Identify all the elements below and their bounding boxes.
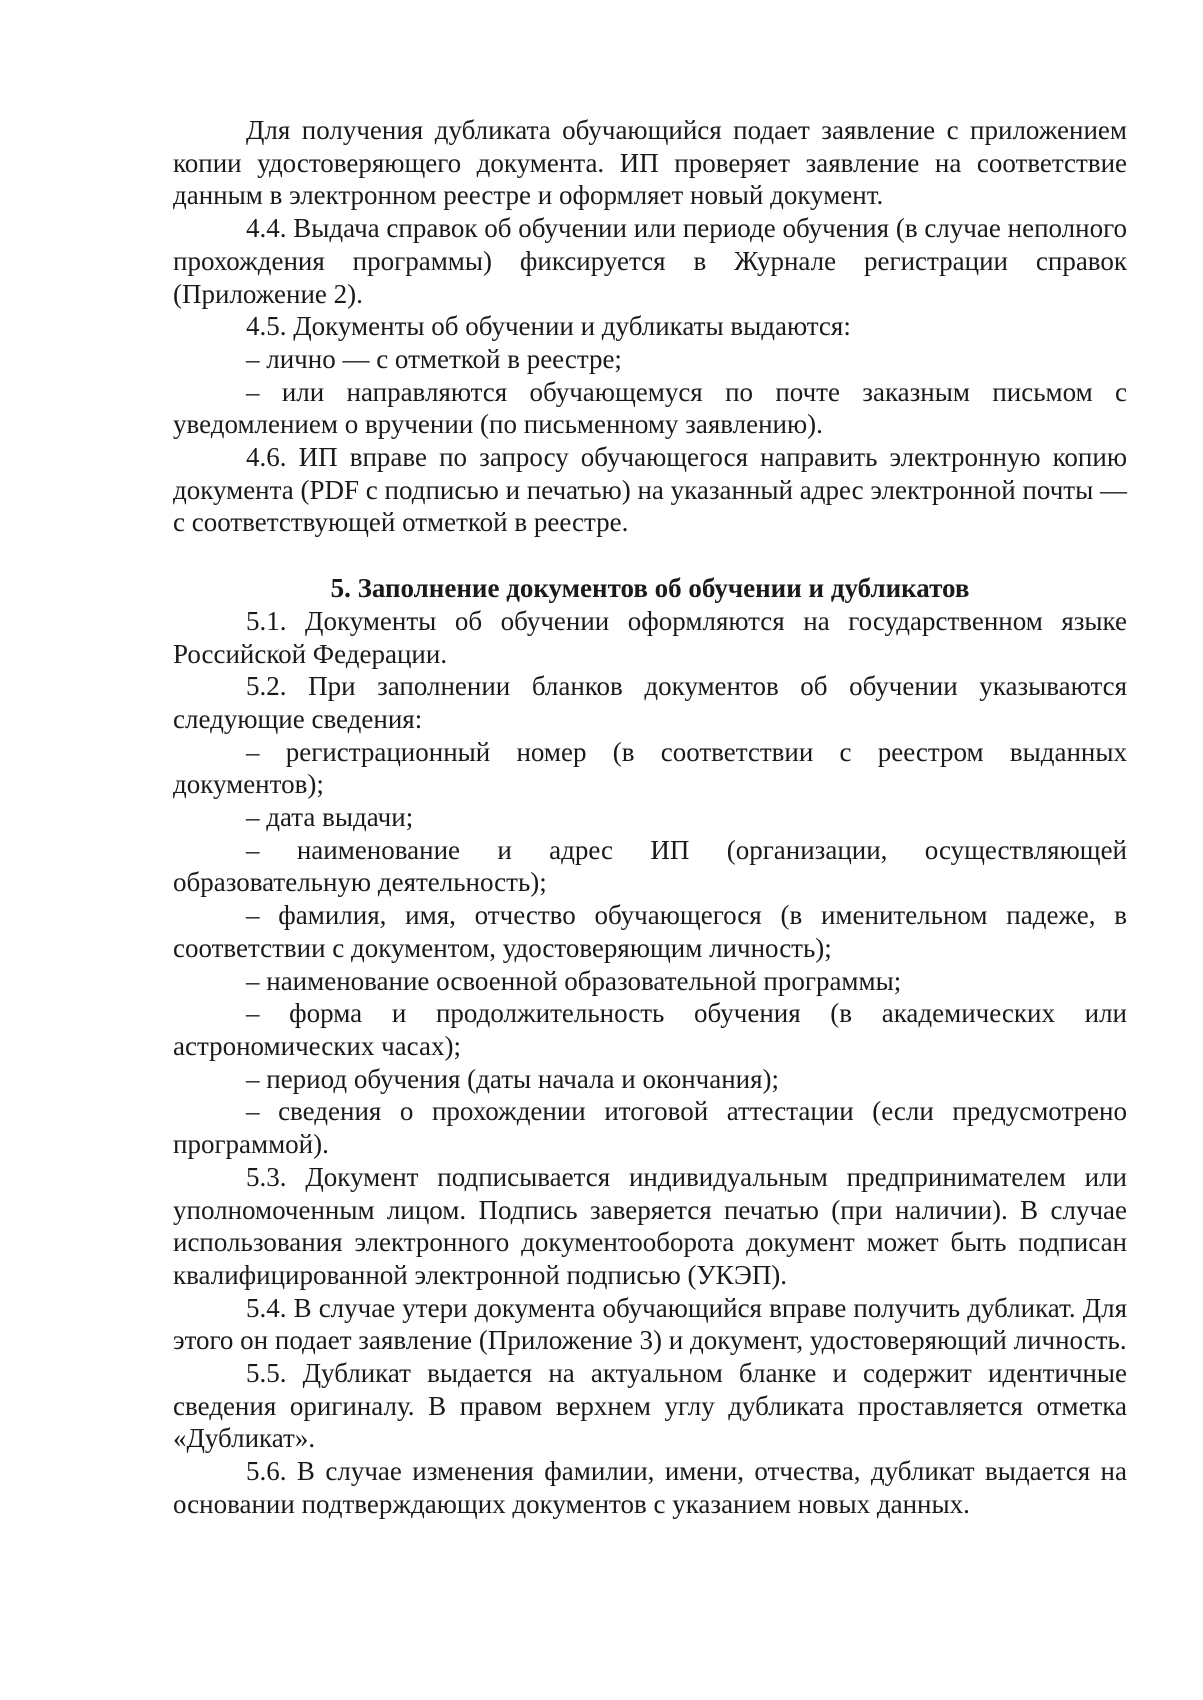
- list-item-in-person: – лично — с отметкой в реестре;: [246, 343, 622, 374]
- paragraph-5-3: 5.3. Документ подписывается индивидуальным предпринимателем или уполномоченным лицом. Подпись заверяется печатью (при наличии). В случае использования электронного документооборота документ может быть подписан квалифицированной электронной подписью (УКЭП).: [173, 1161, 1127, 1290]
- paragraph-5-1: 5.1. Документы об обучении оформляются на государственном языке Российской Федерации.: [173, 605, 1127, 669]
- paragraph-4-5: 4.5. Документы об обучении и дубликаты выдаются:: [246, 311, 851, 342]
- list-item-attestation: – сведения о прохождении итоговой аттестации (если предусмотрено программой).: [173, 1096, 1127, 1160]
- paragraph-4-6: 4.6. ИП вправе по запросу обучающегося направить электронную копию документа (PDF с подписью и печатью) на указанный адрес электронной почты — с соответствующей отметкой в реестре.: [173, 442, 1127, 538]
- list-item-student-name: – фамилия, имя, отчество обучающегося (в именительном падеже, в соответствии с документом, удостоверяющим личность);: [173, 900, 1127, 963]
- paragraph-5-6: 5.6. В случае изменения фамилии, имени, отчества, дубликат выдается на основании подтверждающих документов с указанием новых данных.: [173, 1456, 1127, 1519]
- list-item-form-duration: – форма и продолжительность обучения (в академических или астрономических часах);: [173, 998, 1127, 1061]
- paragraph-5-4: 5.4. В случае утери документа обучающийся вправе получить дубликат. Для этого он подает заявление (Приложение 3) и документ, удостоверяющий личность.: [173, 1292, 1127, 1356]
- list-item-ip-name-address: – наименование и адрес ИП (организации, осуществляющей образовательную деятельность);: [173, 834, 1127, 898]
- list-item-program-name: – наименование освоенной образовательной программы;: [246, 965, 902, 996]
- document-body: [173, 114, 1127, 1521]
- list-item-registration-number: – регистрационный номер (в соответствии с реестром выданных документов);: [173, 736, 1127, 800]
- list-item-issue-date: – дата выдачи;: [246, 802, 414, 833]
- paragraph-5-5: 5.5. Дубликат выдается на актуальном бланке и содержит идентичные сведения оригиналу. В правом верхнем углу дубликата проставляется отметка «Дубликат».: [173, 1358, 1127, 1454]
- section-heading: 5. Заполнение документов об обучении и дубликатов: [330, 573, 970, 604]
- paragraph-4-4: 4.4. Выдача справок об обучении или периоде обучения (в случае неполного прохождения программы) фиксируется в Журнале регистрации справок (Приложение 2).: [173, 213, 1127, 309]
- list-item-period: – период обучения (даты начала и окончания);: [246, 1063, 780, 1094]
- paragraph-duplicate-request: Для получения дубликата обучающийся подает заявление с приложением копии удостоверяющего документа. ИП проверяет заявление на соответствие данным в электронном реестре и оформляет новый документ.: [173, 115, 1127, 211]
- paragraph-5-2: 5.2. При заполнении бланков документов об обучении указываются следующие сведения:: [173, 671, 1127, 734]
- list-item-by-mail: – или направляются обучающемуся по почте заказным письмом с уведомлением о вручении (по письменному заявлению).: [173, 376, 1127, 440]
